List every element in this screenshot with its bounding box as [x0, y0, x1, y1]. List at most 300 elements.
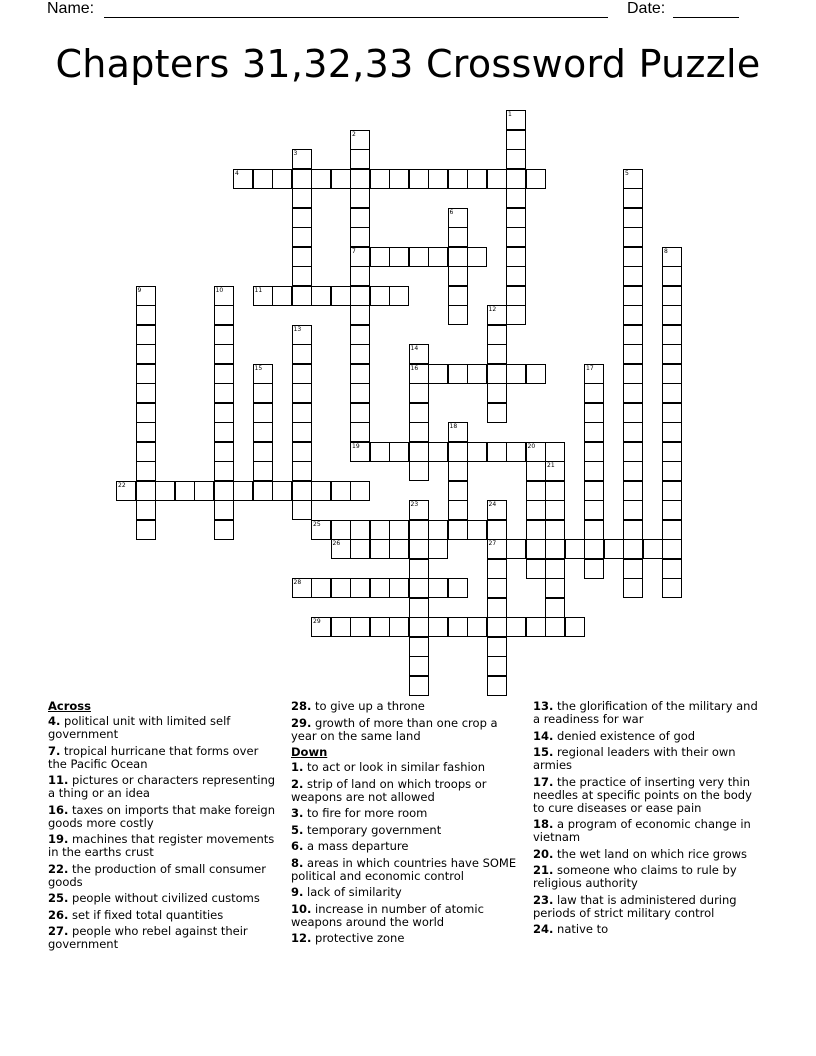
grid-cell[interactable] [506, 130, 526, 150]
grid-cell[interactable] [253, 286, 273, 306]
grid-cell[interactable] [623, 325, 643, 345]
grid-cell[interactable] [350, 422, 370, 442]
grid-cell[interactable] [428, 442, 448, 462]
grid-cell[interactable] [331, 169, 351, 189]
grid-cell[interactable] [350, 344, 370, 364]
grid-cell[interactable] [545, 539, 565, 559]
grid-cell[interactable] [389, 539, 409, 559]
clue-item: 6. a mass departure [291, 839, 409, 853]
grid-cell[interactable] [350, 481, 370, 501]
grid-cell[interactable] [409, 169, 429, 189]
grid-cell[interactable] [584, 520, 604, 540]
grid-cell[interactable] [545, 578, 565, 598]
grid-cell[interactable] [350, 169, 370, 189]
grid-cell[interactable] [428, 169, 448, 189]
grid-cell[interactable] [389, 520, 409, 540]
grid-cell[interactable] [623, 481, 643, 501]
grid-cell[interactable] [409, 403, 429, 423]
grid-cell[interactable] [136, 286, 156, 306]
grid-cell[interactable] [448, 305, 468, 325]
grid-cell[interactable] [506, 227, 526, 247]
grid-cell[interactable] [487, 364, 507, 384]
grid-cell[interactable] [253, 481, 273, 501]
grid-cell[interactable] [662, 481, 682, 501]
grid-cell[interactable] [526, 169, 546, 189]
grid-cell[interactable] [233, 481, 253, 501]
name-label: Name: [47, 0, 95, 17]
grid-cell[interactable] [292, 208, 312, 228]
grid-cell[interactable] [487, 344, 507, 364]
grid-cell[interactable] [487, 325, 507, 345]
grid-cell[interactable] [662, 500, 682, 520]
grid-cell[interactable] [409, 676, 429, 696]
grid-cell[interactable] [389, 286, 409, 306]
grid-cell[interactable] [487, 676, 507, 696]
grid-cell[interactable] [350, 130, 370, 150]
grid-cell[interactable] [584, 461, 604, 481]
grid-cell[interactable] [253, 383, 273, 403]
grid-cell[interactable] [448, 520, 468, 540]
grid-cell[interactable] [409, 500, 429, 520]
grid-cell[interactable] [136, 305, 156, 325]
grid-cell[interactable] [506, 110, 526, 130]
grid-cell[interactable] [545, 617, 565, 637]
grid-cell[interactable] [623, 208, 643, 228]
grid-cell[interactable] [214, 500, 234, 520]
grid-cell[interactable] [214, 520, 234, 540]
grid-cell[interactable] [448, 169, 468, 189]
grid-cell[interactable] [545, 559, 565, 579]
grid-cell[interactable] [331, 539, 351, 559]
grid-cell[interactable] [292, 500, 312, 520]
grid-cell[interactable] [350, 247, 370, 267]
grid-cell[interactable] [623, 227, 643, 247]
grid-cell[interactable] [584, 403, 604, 423]
grid-cell[interactable] [487, 539, 507, 559]
grid-cell[interactable] [331, 481, 351, 501]
grid-cell[interactable] [584, 383, 604, 403]
clue-number: 8 [664, 247, 668, 255]
clue-item: 11. pictures or characters representing a thing or an idea [48, 773, 276, 800]
grid-cell[interactable] [545, 500, 565, 520]
grid-cell[interactable] [623, 578, 643, 598]
grid-cell[interactable] [662, 286, 682, 306]
grid-cell[interactable] [350, 403, 370, 423]
grid-cell[interactable] [272, 286, 292, 306]
grid-cell[interactable] [487, 403, 507, 423]
grid-cell[interactable] [526, 461, 546, 481]
grid-cell[interactable] [409, 383, 429, 403]
grid-cell[interactable] [662, 422, 682, 442]
down-heading: Down [291, 745, 328, 759]
grid-cell[interactable] [487, 637, 507, 657]
grid-cell[interactable] [526, 481, 546, 501]
grid-cell[interactable] [526, 500, 546, 520]
grid-cell[interactable] [292, 149, 312, 169]
grid-cell[interactable] [428, 364, 448, 384]
grid-cell[interactable] [662, 461, 682, 481]
grid-cell[interactable] [428, 578, 448, 598]
grid-cell[interactable] [350, 617, 370, 637]
grid-cell[interactable] [350, 578, 370, 598]
grid-cell[interactable] [272, 169, 292, 189]
grid-cell[interactable] [662, 305, 682, 325]
across-heading: Across [48, 699, 91, 713]
grid-cell[interactable] [214, 344, 234, 364]
grid-cell[interactable] [623, 500, 643, 520]
grid-cell[interactable] [331, 617, 351, 637]
grid-cell[interactable] [136, 403, 156, 423]
clue-item: 1. to act or look in similar fashion [291, 760, 486, 774]
grid-cell[interactable] [136, 325, 156, 345]
clue-item: 17. the practice of inserting very thin needles at specific points on the body to cure diseases or ease pain [533, 774, 752, 815]
grid-cell[interactable] [370, 442, 390, 462]
grid-cell[interactable] [448, 442, 468, 462]
grid-cell[interactable] [409, 442, 429, 462]
grid-cell[interactable] [389, 578, 409, 598]
grid-cell[interactable] [448, 286, 468, 306]
grid-cell[interactable] [409, 559, 429, 579]
grid-cell[interactable] [662, 578, 682, 598]
grid-cell[interactable] [662, 383, 682, 403]
grid-cell[interactable] [350, 266, 370, 286]
grid-cell[interactable] [409, 344, 429, 364]
grid-cell[interactable] [428, 520, 448, 540]
grid-cell[interactable] [545, 442, 565, 462]
grid-cell[interactable] [409, 617, 429, 637]
grid-cell[interactable] [623, 344, 643, 364]
grid-cell[interactable] [545, 481, 565, 501]
grid-cell[interactable] [506, 208, 526, 228]
clue-item: 4. political unit with limited self government [48, 714, 231, 741]
grid-cell[interactable] [487, 169, 507, 189]
grid-cell[interactable] [311, 169, 331, 189]
grid-cell[interactable] [253, 422, 273, 442]
grid-cell[interactable] [292, 188, 312, 208]
clue-number: 25 [313, 520, 321, 528]
grid-cell[interactable] [545, 520, 565, 540]
grid-cell[interactable] [350, 325, 370, 345]
grid-cell[interactable] [623, 266, 643, 286]
grid-cell[interactable] [311, 481, 331, 501]
grid-cell[interactable] [350, 383, 370, 403]
grid-cell[interactable] [506, 364, 526, 384]
grid-cell[interactable] [311, 617, 331, 637]
grid-cell[interactable] [214, 364, 234, 384]
clue-item: 9. lack of similarity [291, 885, 402, 899]
grid-cell[interactable] [389, 617, 409, 637]
grid-cell[interactable] [526, 442, 546, 462]
grid-cell[interactable] [506, 149, 526, 169]
grid-cell[interactable] [136, 442, 156, 462]
grid-cell[interactable] [253, 461, 273, 481]
grid-cell[interactable] [623, 539, 643, 559]
grid-cell[interactable] [136, 520, 156, 540]
grid-cell[interactable] [136, 461, 156, 481]
grid-cell[interactable] [214, 305, 234, 325]
grid-cell[interactable] [545, 598, 565, 618]
grid-cell[interactable] [487, 500, 507, 520]
grid-cell[interactable] [350, 364, 370, 384]
grid-cell[interactable] [350, 149, 370, 169]
grid-cell[interactable] [662, 247, 682, 267]
grid-cell[interactable] [584, 364, 604, 384]
grid-cell[interactable] [506, 286, 526, 306]
clue-item: 25. people without civilized customs [48, 891, 260, 905]
grid-cell[interactable] [467, 442, 487, 462]
grid-cell[interactable] [136, 422, 156, 442]
grid-cell[interactable] [214, 403, 234, 423]
grid-cell[interactable] [370, 247, 390, 267]
grid-cell[interactable] [409, 656, 429, 676]
grid-cell[interactable] [311, 520, 331, 540]
grid-cell[interactable] [526, 559, 546, 579]
grid-cell[interactable] [662, 442, 682, 462]
clue-item: 21. someone who claims to rule by religious authority [533, 863, 737, 890]
grid-cell[interactable] [506, 617, 526, 637]
grid-cell[interactable] [292, 461, 312, 481]
grid-cell[interactable] [253, 442, 273, 462]
clue-number: 3 [293, 150, 298, 157]
grid-cell[interactable] [214, 325, 234, 345]
grid-cell[interactable] [370, 617, 390, 637]
grid-cell[interactable] [545, 461, 565, 481]
grid-cell[interactable] [370, 539, 390, 559]
grid-cell[interactable] [623, 305, 643, 325]
grid-cell[interactable] [428, 247, 448, 267]
grid-cell[interactable] [350, 227, 370, 247]
grid-cell[interactable] [370, 578, 390, 598]
grid-cell[interactable] [662, 559, 682, 579]
grid-cell[interactable] [409, 598, 429, 618]
grid-cell[interactable] [584, 442, 604, 462]
grid-cell[interactable] [409, 461, 429, 481]
grid-cell[interactable] [428, 617, 448, 637]
grid-cell[interactable] [253, 169, 273, 189]
clue-number: 17 [586, 364, 594, 372]
grid-cell[interactable] [409, 637, 429, 657]
grid-cell[interactable] [409, 364, 429, 384]
grid-cell[interactable] [526, 539, 546, 559]
grid-cell[interactable] [214, 481, 234, 501]
grid-cell[interactable] [292, 383, 312, 403]
clue-number: 24 [488, 501, 497, 508]
grid-cell[interactable] [116, 481, 136, 501]
page-title: Chapters 31,32,33 Crossword Puzzle [55, 42, 761, 86]
grid-cell[interactable] [331, 286, 351, 306]
clue-number: 4 [235, 169, 239, 177]
grid-cell[interactable] [292, 364, 312, 384]
grid-cell[interactable] [487, 442, 507, 462]
grid-cell[interactable] [253, 403, 273, 423]
grid-cell[interactable] [526, 364, 546, 384]
grid-cell[interactable] [292, 403, 312, 423]
grid-cell[interactable] [389, 169, 409, 189]
grid-cell[interactable] [214, 442, 234, 462]
grid-cell[interactable] [409, 539, 429, 559]
grid-cell[interactable] [409, 520, 429, 540]
grid-cell[interactable] [487, 559, 507, 579]
grid-cell[interactable] [448, 481, 468, 501]
grid-cell[interactable] [331, 520, 351, 540]
grid-cell[interactable] [350, 188, 370, 208]
clue-item: 19. machines that register movements in the earths crust [48, 832, 275, 859]
grid-cell[interactable] [506, 539, 526, 559]
grid-cell[interactable] [214, 383, 234, 403]
grid-cell[interactable] [292, 169, 312, 189]
grid-cell[interactable] [370, 169, 390, 189]
grid-cell[interactable] [448, 247, 468, 267]
grid-cell[interactable] [467, 617, 487, 637]
grid-cell[interactable] [370, 520, 390, 540]
grid-cell[interactable] [448, 422, 468, 442]
grid-cell[interactable] [623, 422, 643, 442]
grid-cell[interactable] [584, 559, 604, 579]
grid-cell[interactable] [253, 364, 273, 384]
grid-cell[interactable] [506, 442, 526, 462]
grid-cell[interactable] [662, 325, 682, 345]
grid-cell[interactable] [292, 481, 312, 501]
grid-cell[interactable] [350, 305, 370, 325]
grid-cell[interactable] [487, 617, 507, 637]
grid-cell[interactable] [233, 169, 253, 189]
grid-cell[interactable] [214, 422, 234, 442]
grid-cell[interactable] [506, 266, 526, 286]
grid-cell[interactable] [584, 481, 604, 501]
grid-cell[interactable] [292, 442, 312, 462]
clue-item: 14. denied existence of god [533, 728, 696, 743]
grid-cell[interactable] [292, 247, 312, 267]
grid-cell[interactable] [623, 364, 643, 384]
grid-cell[interactable] [623, 188, 643, 208]
grid-cell[interactable] [623, 383, 643, 403]
grid-cell[interactable] [292, 578, 312, 598]
grid-cell[interactable] [467, 520, 487, 540]
grid-cell[interactable] [448, 364, 468, 384]
grid-cell[interactable] [194, 481, 214, 501]
grid-cell[interactable] [155, 481, 175, 501]
grid-cell[interactable] [487, 578, 507, 598]
grid-cell[interactable] [506, 169, 526, 189]
grid-cell[interactable] [662, 364, 682, 384]
grid-cell[interactable] [623, 169, 643, 189]
clue-item: 2. strip of land on which troops or weapons are not allowed [291, 776, 487, 804]
grid-cell[interactable] [292, 266, 312, 286]
grid-cell[interactable] [350, 539, 370, 559]
grid-cell[interactable] [448, 617, 468, 637]
grid-cell[interactable] [292, 344, 312, 364]
grid-cell[interactable] [467, 169, 487, 189]
grid-cell[interactable] [623, 461, 643, 481]
grid-cell[interactable] [409, 247, 429, 267]
grid-cell[interactable] [136, 383, 156, 403]
grid-cell[interactable] [409, 422, 429, 442]
grid-cell[interactable] [604, 539, 624, 559]
grid-cell[interactable] [428, 539, 448, 559]
grid-cell[interactable] [487, 598, 507, 618]
grid-cell[interactable] [409, 578, 429, 598]
clue-number: 27 [488, 540, 497, 547]
grid-cell[interactable] [331, 578, 351, 598]
grid-cell[interactable] [448, 227, 468, 247]
grid-cell[interactable] [448, 461, 468, 481]
clue-number: 13 [293, 325, 302, 333]
grid-cell[interactable] [643, 539, 663, 559]
grid-cell[interactable] [487, 656, 507, 676]
grid-cell[interactable] [175, 481, 195, 501]
grid-cell[interactable] [506, 188, 526, 208]
grid-cell[interactable] [272, 481, 292, 501]
grid-cell[interactable] [526, 617, 546, 637]
grid-cell[interactable] [487, 383, 507, 403]
grid-cell[interactable] [623, 286, 643, 306]
grid-cell[interactable] [350, 520, 370, 540]
clue-item: 23. law that is administered during periods of strict military control [533, 892, 737, 920]
clue-number: 15 [254, 364, 263, 372]
grid-cell[interactable] [350, 286, 370, 306]
grid-cell[interactable] [487, 520, 507, 540]
grid-cell[interactable] [448, 500, 468, 520]
grid-cell[interactable] [448, 266, 468, 286]
grid-cell[interactable] [350, 442, 370, 462]
grid-cell[interactable] [623, 442, 643, 462]
clue-item: 13. the glorification of the military and a readiness for war [533, 699, 758, 726]
grid-cell[interactable] [487, 305, 507, 325]
grid-cell[interactable] [311, 286, 331, 306]
grid-cell[interactable] [662, 266, 682, 286]
grid-cell[interactable] [370, 286, 390, 306]
grid-cell[interactable] [467, 247, 487, 267]
clue-number: 7 [352, 247, 356, 255]
grid-cell[interactable] [526, 520, 546, 540]
grid-cell[interactable] [214, 461, 234, 481]
clue-item: 18. a program of economic change in vietnam [533, 817, 751, 844]
grid-cell[interactable] [311, 578, 331, 598]
grid-cell[interactable] [292, 325, 312, 345]
grid-cell[interactable] [584, 539, 604, 559]
grid-cell[interactable] [623, 559, 643, 579]
grid-cell[interactable] [350, 208, 370, 228]
grid-cell[interactable] [584, 422, 604, 442]
grid-cell[interactable] [565, 617, 585, 637]
grid-cell[interactable] [662, 520, 682, 540]
grid-cell[interactable] [623, 247, 643, 267]
grid-cell[interactable] [389, 442, 409, 462]
date-label: Date: [627, 0, 666, 17]
grid-cell[interactable] [662, 403, 682, 423]
grid-cell[interactable] [136, 364, 156, 384]
grid-cell[interactable] [623, 520, 643, 540]
grid-cell[interactable] [292, 286, 312, 306]
grid-cell[interactable] [292, 422, 312, 442]
grid-cell[interactable] [136, 344, 156, 364]
grid-cell[interactable] [565, 539, 585, 559]
grid-cell[interactable] [448, 208, 468, 228]
grid-cell[interactable] [389, 247, 409, 267]
grid-cell[interactable] [506, 305, 526, 325]
grid-cell[interactable] [136, 481, 156, 501]
grid-cell[interactable] [136, 500, 156, 520]
grid-cell[interactable] [292, 227, 312, 247]
grid-cell[interactable] [506, 247, 526, 267]
grid-cell[interactable] [448, 578, 468, 598]
grid-cell[interactable] [623, 403, 643, 423]
grid-cell[interactable] [662, 344, 682, 364]
grid-cell[interactable] [214, 286, 234, 306]
grid-cell[interactable] [584, 500, 604, 520]
grid-cell[interactable] [467, 364, 487, 384]
grid-cell[interactable] [662, 539, 682, 559]
